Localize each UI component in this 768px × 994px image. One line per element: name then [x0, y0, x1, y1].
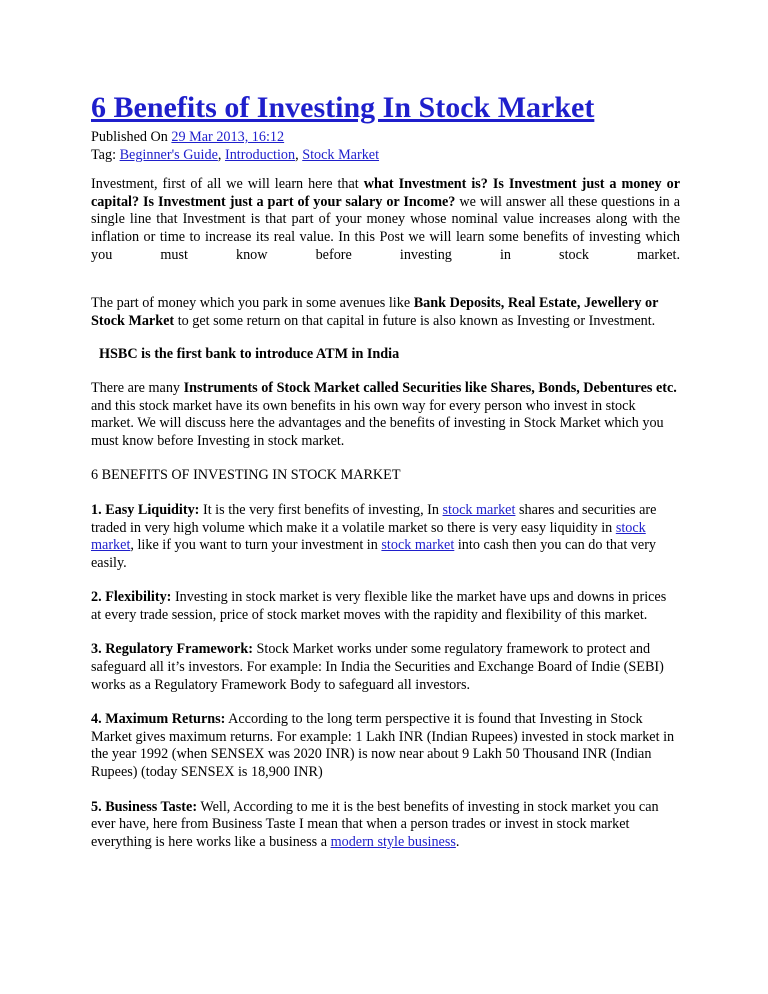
intro-bold: what Investment is? Is Investment just a money or capital? Is Investment just a part of your salary or Income?	[91, 176, 680, 210]
benefit-flexibility	[91, 589, 680, 624]
tag-link-beginners-guide[interactable]: Beginner's Guide	[119, 146, 218, 163]
benefit-text: Investing in stock market is very flexible like the market have ups and downs in prices at every trade session, price of stock market moves with the rapidity and flexibility of this market.	[91, 589, 667, 623]
benefit-text: .	[455, 833, 460, 850]
benefit-title: 4. Maximum Returns:	[91, 711, 226, 728]
published-label: Published On	[91, 129, 172, 145]
intro-text-1: Investment, first of all we will learn here that	[91, 176, 364, 193]
hsbc-fact: HSBC is the first bank to introduce ATM in India	[99, 346, 400, 363]
tag-link-introduction[interactable]: Introduction	[224, 146, 296, 163]
benefit-title: 5. Business Taste:	[91, 798, 198, 815]
benefit-regulatory-framework	[91, 641, 680, 694]
benefit-title: 1. Easy Liquidity:	[91, 501, 200, 518]
tag-separator: ,	[295, 146, 303, 163]
tag-label: Tag:	[91, 146, 120, 163]
stock-market-link[interactable]: stock market	[91, 519, 646, 554]
benefit-text: Well, According to me it is the best benefits of investing in stock market you can ever have, here from Business Taste I mean that when a person trades or invest in stock market everything is here works like a business a	[91, 798, 659, 850]
benefit-maximum-returns	[91, 711, 680, 781]
title-link[interactable]: 6 Benefits of Investing In Stock Market	[91, 91, 595, 124]
para3-bold: Instruments of Stock Market called Securities like Shares, Bonds, Debentures etc.	[183, 379, 677, 396]
section-heading: 6 BENEFITS OF INVESTING IN STOCK MARKET	[91, 467, 401, 484]
intro-text-2: we will answer all these questions in a single line that Investment is that part of your money whose nominal value increases along with the inflation or time to increase its real value. In this Post we will learn some benefits of investing which you must know before investing in stock market.	[91, 193, 680, 263]
stock-market-link[interactable]: stock market	[442, 501, 516, 518]
publish-info	[91, 129, 680, 147]
intro-paragraph	[91, 176, 680, 264]
benefit-easy-liquidity	[91, 502, 680, 572]
instruments-paragraph	[91, 380, 680, 450]
benefit-text: It is the very first benefits of investing, In	[199, 501, 443, 518]
benefit-text: Stock Market works under some regulatory framework to protect and safeguard all it’s investors. For example: In India the Securities and Exchange Board of Indie (SEBI) works as a Regulatory Framework Body to safeguard all investors.	[91, 641, 664, 693]
para3-text-2: and this stock market have its own benefits in his own way for every person who invest in stock market. We will discuss here the advantages and the benefits of investing in Stock Market which you must know before Investing in stock market.	[91, 397, 664, 449]
page-title	[91, 90, 680, 126]
benefit-text: According to the long term perspective it is found that Investing in Stock Market gives maximum returns. For example: 1 Lakh INR (Indian Rupees) invested in stock market in the year 1992 (when SENSEX was 2020 INR) is now near about 9 Lakh 50 Thousand INR (Indian Rupees) (today SENSEX is 18,900 INR)	[91, 711, 675, 781]
stock-market-link[interactable]: stock market	[381, 537, 455, 554]
modern-style-business-link[interactable]: modern style business	[330, 833, 456, 850]
benefit-title: 3. Regulatory Framework:	[91, 641, 253, 658]
para2-bold: Bank Deposits, Real Estate, Jewellery or Stock Market	[91, 295, 659, 329]
para2-text-2: to get some return on that capital in future is also known as Investing or Investment.	[174, 312, 656, 329]
benefit-title: 2. Flexibility:	[91, 589, 172, 606]
published-date-link[interactable]: 29 Mar 2013, 16:12	[171, 129, 285, 145]
tag-line	[91, 147, 680, 165]
tag-link-stock-market[interactable]: Stock Market	[302, 146, 380, 163]
benefit-text: shares and securities are traded in very high volume which make it a volatile market so there is very easy liquidity in	[91, 501, 657, 536]
benefit-business-taste	[91, 799, 680, 852]
tag-separator: ,	[217, 146, 225, 163]
para2-text-1: The part of money which you park in some avenues like	[91, 295, 414, 312]
document-page	[91, 90, 680, 851]
investing-definition-paragraph	[91, 295, 680, 330]
benefit-text: into cash then you can do that very easily.	[91, 537, 657, 571]
benefit-text: , like if you want to turn your investment in	[130, 537, 382, 554]
para3-text-1: There are many	[91, 379, 184, 396]
